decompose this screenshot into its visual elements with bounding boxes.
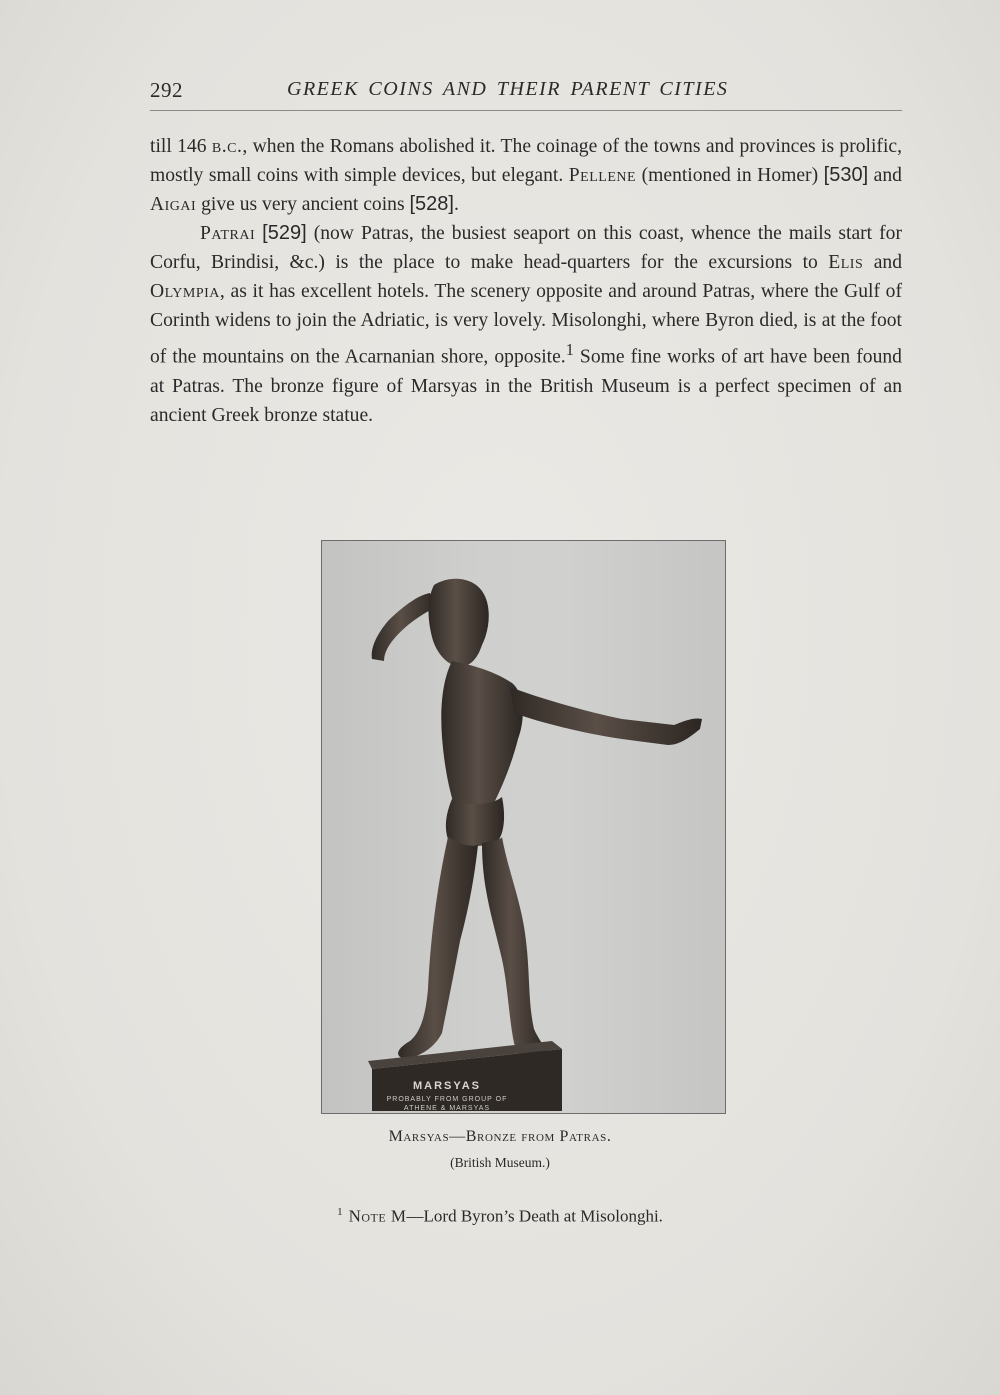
page-number: 292 bbox=[150, 78, 183, 102]
statue-illustration bbox=[322, 541, 726, 1114]
statue-figure bbox=[372, 579, 702, 1059]
footnote-mark: 1 bbox=[337, 1206, 343, 1218]
figure-caption-sub: (British Museum.) bbox=[450, 1155, 550, 1170]
text-run: , as it has excellent hotels. The scenery opposite and around Patras, where the Gulf of Corinth widens to join the Adriatic, is very lovely. Misolonghi, where Byron died, is at the foot of the mountains on the Acarnanian shore, opposite. bbox=[150, 281, 902, 368]
coin-ref-528: [528] bbox=[409, 193, 454, 215]
marsyas-photograph bbox=[321, 540, 726, 1114]
coin-ref-529: [529] bbox=[262, 222, 307, 244]
paragraph-2 bbox=[150, 219, 902, 430]
place-patrai: Patrai bbox=[200, 223, 256, 244]
running-head: GREEK COINS AND THEIR PARENT CITIES bbox=[287, 78, 729, 100]
figure-caption: Marsyas—Bronze from Patras. bbox=[388, 1128, 612, 1145]
plaque-title: MARSYAS bbox=[413, 1080, 481, 1092]
place-olympia: Olympia bbox=[150, 281, 220, 302]
footnote-marker: 1 bbox=[565, 340, 574, 359]
text-run: (now Patras, the busiest seaport on this coast, whence the mails start for Corfu, Brindisi, &c.) is the place to make head-quarters for the excursions to bbox=[150, 223, 902, 273]
bc-abbrev: b.c. bbox=[211, 136, 243, 157]
paragraph-1 bbox=[150, 132, 902, 219]
coin-ref-530: [530] bbox=[823, 164, 869, 186]
text-run: and bbox=[863, 252, 902, 273]
text-run: . bbox=[453, 194, 459, 215]
footnote-label: Note M bbox=[348, 1206, 407, 1226]
page-header bbox=[150, 78, 902, 111]
place-aigai: Aigai bbox=[150, 194, 197, 215]
footnote bbox=[0, 1206, 1000, 1227]
text-run: till 146 bbox=[150, 136, 212, 157]
body-text bbox=[150, 132, 902, 430]
text-run: and bbox=[868, 165, 902, 186]
text-run: Some fine works of art have been found at Patras. The bronze figure of Marsyas in the British Museum is a perfect specimen of an ancient Greek bronze statue. bbox=[150, 346, 902, 426]
footnote-text: —Lord Byron’s Death at Misolonghi. bbox=[406, 1206, 663, 1226]
plaque-line-2: ATHENE & MARSYAS bbox=[403, 1105, 491, 1112]
place-elis: Elis bbox=[828, 252, 864, 273]
text-run: , when the Romans abolished it. The coinage of the towns and provinces is prolific, mostly small coins with simple devices, but elegant. bbox=[150, 136, 902, 186]
plaque-line-1: PROBABLY FROM GROUP OF bbox=[386, 1096, 508, 1103]
text-run: give us very ancient coins bbox=[196, 194, 410, 215]
place-pellene: Pellene bbox=[568, 165, 637, 186]
text-run: (mentioned in Homer) bbox=[636, 165, 824, 186]
